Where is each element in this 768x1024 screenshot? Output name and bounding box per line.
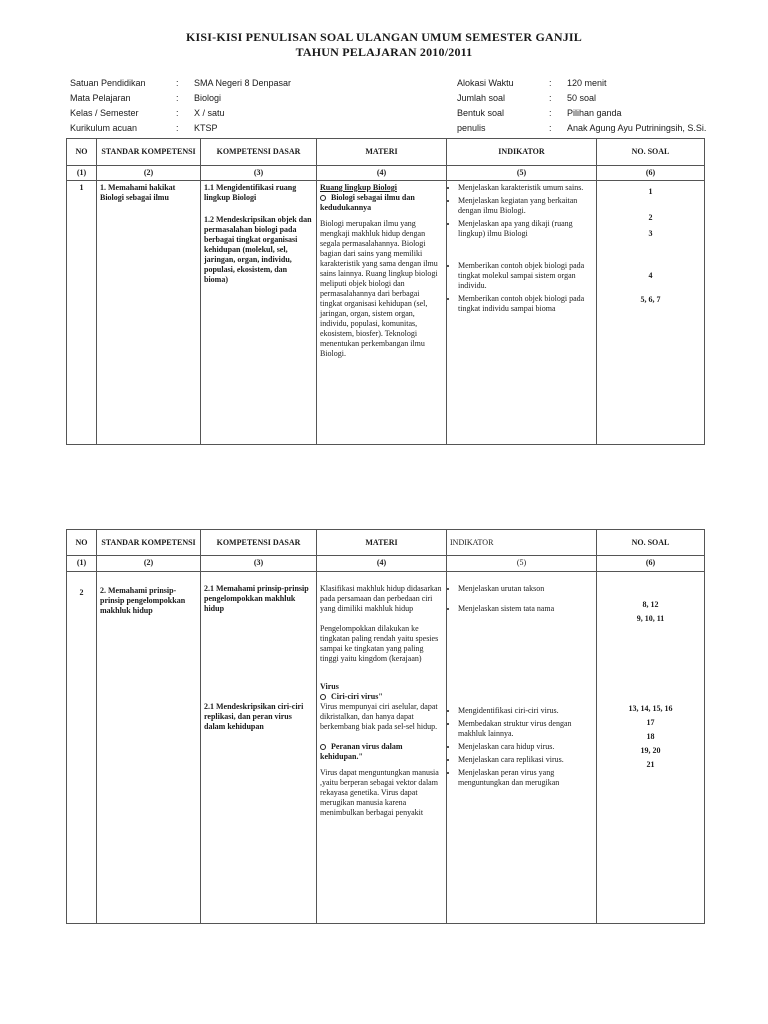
document-title: KISI-KISI PENULISAN SOAL ULANGAN UMUM SEMESTER GANJIL <box>185 30 582 44</box>
meta-label: penulis <box>457 123 486 133</box>
materi-paragraph: Virus dapat menguntungkan manusia ,yaitu berperan sebagai vektor dalam rekayasa genetika. Virus dapat merugikan manusia karena menimbulkan berbagai penyakit <box>320 768 439 817</box>
document-subtitle: TAHUN PELAJARAN 2010/2011 <box>295 45 473 59</box>
soal-number: 19, 20 <box>640 746 661 755</box>
soal-number: 9, 10, 11 <box>636 614 665 623</box>
sk-text: Memahami prinsip-prinsip pengelompokkan makhluk hidup <box>100 586 186 615</box>
indikator-item: • Mengidentifikasi ciri-ciri virus. <box>458 706 593 716</box>
meta-value: Anak Agung Ayu Putriningsih, S.Si. <box>567 123 707 133</box>
indikator-item: • Menjelaskan peran virus yang menguntungkan dan merugikan <box>458 768 593 788</box>
indikator-item: • Menjelaskan cara hidup virus. <box>458 742 593 752</box>
kd-1-2: 1.2 Mendeskripsikan objek dan permasalahan biologi pada berbagai tingkat organisasi kehidupan (molekul, sel, jaringan, organ, individu, populasi, ekosistem, dan bioma) <box>204 215 312 284</box>
kisi-table-2 <box>66 529 705 924</box>
col-number: (4) <box>317 166 447 181</box>
header-kompetensi-dasar: KOMPETENSI DASAR <box>201 530 317 556</box>
indikator-item: • Menjelaskan kegiatan yang berkaitan dengan ilmu Biologi. <box>458 196 593 216</box>
kd-2-2: 2.1 Mendeskripsikan ciri-ciri replikasi, dan peran virus dalam kehidupan <box>204 702 304 731</box>
meta-value: Pilihan ganda <box>567 108 622 118</box>
soal-number: 13, 14, 15, 16 <box>628 704 673 713</box>
indikator-item: • Membedakan struktur virus dengan makhluk lainnya. <box>458 719 593 739</box>
indikator-item: • Memberikan contoh objek biologi pada tingkat individu sampai bioma <box>458 294 593 314</box>
indikator-item: • Menjelaskan karakteristik umum sains. <box>458 183 593 193</box>
kompetensi-dasar-cell <box>201 572 317 924</box>
meta-left <box>68 75 293 137</box>
col-number: (2) <box>97 166 201 181</box>
header-materi: MATERI <box>317 530 447 556</box>
circle-bullet-icon <box>320 744 326 750</box>
meta-value: 50 soal <box>567 93 597 103</box>
indikator-item: • Menjelaskan apa yang dikaji (ruang lingkup) ilmu Biologi <box>458 219 593 239</box>
soal-number: 2 <box>648 213 653 222</box>
materi-subheading: Biologi sebagai ilmu dan kedudukannya <box>320 193 415 212</box>
meta-sep: : <box>549 108 552 118</box>
meta-row <box>457 77 706 90</box>
meta-sep: : <box>176 108 179 118</box>
header-indikator: INDIKATOR <box>447 139 597 166</box>
no-soal-cell <box>597 572 705 924</box>
col-number: (3) <box>201 556 317 572</box>
materi-paragraph: Virus mempunyai ciri aselular, dapat dikristalkan, dan hanya dapat berkembang biak pada sel-sel hidup. <box>320 702 438 731</box>
meta-value: SMA Negeri 8 Denpasar <box>194 78 292 88</box>
indikator-item: • Menjelaskan cara replikasi virus. <box>458 755 593 765</box>
indikator-item: • Menjelaskan sistem tata nama <box>458 604 593 614</box>
header-standar-kompetensi: STANDAR KOMPETENSI <box>97 530 201 556</box>
col-number: (6) <box>597 556 705 572</box>
soal-number: 18 <box>646 732 655 741</box>
meta-row <box>457 107 706 120</box>
meta-label: Alokasi Waktu <box>457 78 514 88</box>
sk-number: 2. <box>100 586 106 595</box>
materi-cell <box>317 572 447 924</box>
col-number: (2) <box>97 556 201 572</box>
meta-sep: : <box>176 78 179 88</box>
meta-row <box>457 92 706 105</box>
soal-number: 21 <box>646 760 655 769</box>
kd-1-1: 1.1 Mengidentifikasi ruang lingkup Biologi <box>204 183 297 202</box>
standar-kompetensi-cell <box>97 572 201 924</box>
col-number: (4) <box>317 556 447 572</box>
header-no-soal: NO. SOAL <box>597 530 705 556</box>
soal-number: 4 <box>648 271 653 280</box>
standar-kompetensi-cell <box>97 181 201 445</box>
header-materi: MATERI <box>317 139 447 166</box>
soal-number: 5, 6, 7 <box>640 295 661 304</box>
meta-label: Jumlah soal <box>457 93 506 103</box>
col-number: (5) <box>447 556 597 572</box>
indikator-cell <box>447 181 597 445</box>
soal-number: 3 <box>648 229 653 238</box>
meta-sep: : <box>549 78 552 88</box>
soal-number: 8, 12 <box>642 600 659 609</box>
meta-label: Mata Pelajaran <box>70 93 131 103</box>
soal-number: 1 <box>648 187 653 196</box>
materi-paragraph: Pengelompokkan dilakukan ke tingkatan paling rendah yaitu spesies sampai ke tingkatan yang paling tinggi yaitu kingdom (kerajaan) <box>320 624 439 663</box>
meta-label: Satuan Pendidikan <box>70 78 146 88</box>
kisi-table-1 <box>66 138 705 445</box>
meta-label: Kelas / Semester <box>70 108 139 118</box>
materi-body: Biologi merupakan ilmu yang mengkaji makhluk hidup dengan segala permasalahannya. Biologi bagian dari sains yang memiliki karakteristik yang sama dengan ilmu sains lainnya. Ruang lingkup biologi meliputi objek biologi dan permasalahannya dari berbagai tingkat organisasi kehidupan (sel, jaringan, organ, sistem organ, individu, populasi, komunitas, ekosistem, biosfer). Teknologi menentukan perkembangan ilmu Biologi. <box>320 219 438 358</box>
circle-bullet-icon <box>320 195 326 201</box>
meta-row <box>70 77 291 90</box>
meta-right <box>455 75 708 137</box>
meta-label: Kurikulum acuan <box>70 123 138 133</box>
header-no: NO <box>67 530 97 556</box>
materi-subheading: Ciri-ciri virus" <box>320 692 443 702</box>
header-no: NO <box>67 139 97 166</box>
col-number: (3) <box>201 166 317 181</box>
materi-virus-heading: Virus <box>320 682 339 691</box>
meta-sep: : <box>549 123 552 133</box>
header-no-soal: NO. SOAL <box>597 139 705 166</box>
materi-cell <box>317 181 447 445</box>
header-kompetensi-dasar: KOMPETENSI DASAR <box>201 139 317 166</box>
meta-value: Biologi <box>194 93 222 103</box>
indikator-cell <box>447 572 597 924</box>
meta-sep: : <box>176 123 179 133</box>
meta-label: Bentuk soal <box>457 108 505 118</box>
no-soal-cell <box>597 181 705 445</box>
sk-text: Memahami hakikat Biologi sebagai ilmu <box>100 183 176 202</box>
header-indikator: INDIKATOR <box>447 530 597 556</box>
soal-number: 17 <box>646 718 655 727</box>
materi-subheading: Peranan virus dalam kehidupan." <box>320 742 403 761</box>
row-no: 2 <box>67 572 97 924</box>
meta-value: X / satu <box>194 108 225 118</box>
sk-number: 1. <box>100 183 106 192</box>
meta-sep: : <box>549 93 552 103</box>
indikator-item: • Memberikan contoh objek biologi pada tingkat molekul sampai sistem organ individu. <box>458 261 593 291</box>
kompetensi-dasar-cell <box>201 181 317 445</box>
circle-bullet-icon <box>320 694 326 700</box>
kd-2-1: 2.1 Memahami prinsip-prinsip pengelompokkan makhluk hidup <box>204 584 309 613</box>
header-standar-kompetensi: STANDAR KOMPETENSI <box>97 139 201 166</box>
materi-paragraph: Klasifikasi makhluk hidup didasarkan pada persamaan dan perbedaan ciri yang dimiliki makhluk hidup <box>320 584 442 613</box>
col-number: (5) <box>447 166 597 181</box>
indikator-item: • Menjelaskan urutan takson <box>458 584 593 594</box>
materi-heading: Ruang lingkup Biologi <box>320 183 397 192</box>
row-no: 1 <box>67 181 97 445</box>
table-row <box>67 181 705 445</box>
col-number: (6) <box>597 166 705 181</box>
meta-row <box>70 107 291 120</box>
col-number: (1) <box>67 166 97 181</box>
meta-row <box>70 92 291 105</box>
meta-sep: : <box>176 93 179 103</box>
col-number: (1) <box>67 556 97 572</box>
meta-row <box>70 122 291 135</box>
meta-value: 120 menit <box>567 78 607 88</box>
meta-row <box>457 122 706 135</box>
table-row <box>67 572 705 924</box>
meta-value: KTSP <box>194 123 218 133</box>
